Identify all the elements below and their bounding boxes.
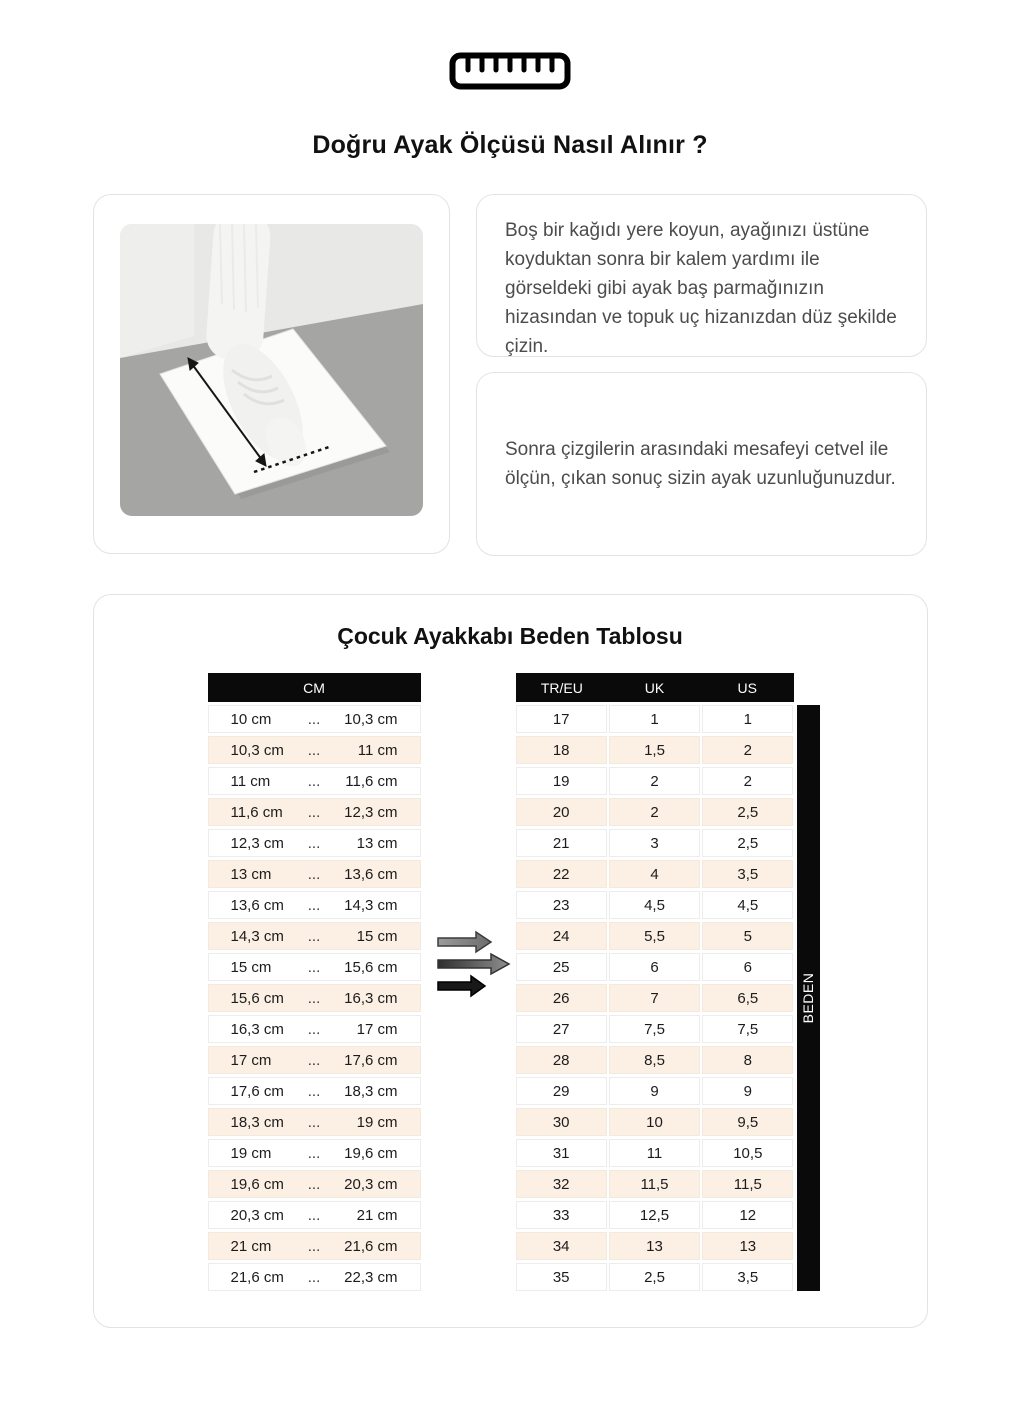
cm-range-row <box>208 860 421 888</box>
cm-from-value: 15,6 cm <box>230 989 284 1007</box>
cm-range-row <box>208 1108 421 1136</box>
cm-range-row <box>208 767 421 795</box>
section-title: Çocuk Ayakkabı Beden Tablosu <box>337 623 683 649</box>
cm-dots-value: ... <box>307 772 321 790</box>
size-cell-uk: 11 <box>609 1139 700 1167</box>
cm-from-value: 12,3 cm <box>230 834 284 852</box>
size-cell-treu: 18 <box>516 736 607 764</box>
cm-range-row <box>208 1139 421 1167</box>
wall-corner <box>120 224 194 358</box>
cm-from-value: 21 cm <box>230 1237 272 1255</box>
cm-from-value: 10 cm <box>230 710 272 728</box>
cm-to-value: 14,3 cm <box>344 896 398 914</box>
size-cell-uk: 2,5 <box>609 1263 700 1291</box>
size-row <box>516 1263 794 1291</box>
cm-range-row <box>208 1232 421 1260</box>
instruction-step-2 <box>476 372 927 556</box>
instruction-step-1 <box>476 194 927 357</box>
size-cell-uk: 2 <box>609 767 700 795</box>
size-cell-treu: 26 <box>516 984 607 1012</box>
cm-dots-value: ... <box>307 1206 321 1224</box>
cm-dots-value: ... <box>307 803 321 821</box>
size-cell-uk: 3 <box>609 829 700 857</box>
size-table-header-us: US <box>737 679 757 696</box>
size-row <box>516 1046 794 1074</box>
cm-from-value: 19 cm <box>230 1144 272 1162</box>
cm-dots-value: ... <box>307 1144 321 1162</box>
cm-range-row <box>208 1263 421 1291</box>
size-table-body <box>516 705 794 1291</box>
size-cell-uk: 13 <box>609 1232 700 1260</box>
size-cell-uk: 10 <box>609 1108 700 1136</box>
size-row <box>516 1201 794 1229</box>
cm-dots-value: ... <box>307 1237 321 1255</box>
cm-range-row <box>208 829 421 857</box>
cm-from-value: 18,3 cm <box>230 1113 284 1131</box>
instruction-step-1-text: Boş bir kağıdı yere koyun, ayağınızı üstüne koyduktan sonra bir kalem yardımı ile görseldeki gibi ayak baş parmağınızın hizasından ve topuk uç hizanızdan düz şekilde çizin. <box>505 220 897 357</box>
cm-from-value: 13,6 cm <box>230 896 284 914</box>
size-cell-treu: 17 <box>516 705 607 733</box>
size-row <box>516 1170 794 1198</box>
size-cell-us: 2,5 <box>702 829 793 857</box>
size-row <box>516 767 794 795</box>
instruction-cards <box>476 194 927 556</box>
size-table <box>516 673 794 1291</box>
cm-to-value: 11 cm <box>357 741 398 759</box>
cm-dots-value: ... <box>307 865 321 883</box>
size-row <box>516 860 794 888</box>
size-row <box>516 1077 794 1105</box>
size-cell-treu: 25 <box>516 953 607 981</box>
page-title: Doğru Ayak Ölçüsü Nasıl Alınır ? <box>312 131 708 159</box>
size-cell-us: 11,5 <box>702 1170 793 1198</box>
size-cell-uk: 6 <box>609 953 700 981</box>
cm-to-value: 13,6 cm <box>344 865 398 883</box>
cm-from-value: 14,3 cm <box>230 927 284 945</box>
foot-measurement-photo <box>120 224 423 516</box>
size-row <box>516 1108 794 1136</box>
size-cell-us: 9,5 <box>702 1108 793 1136</box>
cm-dots-value: ... <box>307 1113 321 1131</box>
cm-to-value: 13 cm <box>356 834 398 852</box>
size-cell-uk: 11,5 <box>609 1170 700 1198</box>
cm-dots-value: ... <box>307 834 321 852</box>
cm-table-body <box>208 705 421 1291</box>
size-cell-uk: 2 <box>609 798 700 826</box>
cm-to-value: 21 cm <box>356 1206 398 1224</box>
size-cell-treu: 31 <box>516 1139 607 1167</box>
cm-to-value: 16,3 cm <box>344 989 398 1007</box>
size-row <box>516 891 794 919</box>
size-cell-us: 3,5 <box>702 860 793 888</box>
size-cell-us: 7,5 <box>702 1015 793 1043</box>
cm-from-value: 11 cm <box>230 772 271 790</box>
cm-from-value: 17,6 cm <box>230 1082 284 1100</box>
beden-side-bar <box>797 705 820 1291</box>
size-table-header-treu: TR/EU <box>540 679 583 696</box>
cm-to-value: 12,3 cm <box>344 803 398 821</box>
cm-range-row <box>208 891 421 919</box>
size-cell-treu: 19 <box>516 767 607 795</box>
size-cell-treu: 34 <box>516 1232 607 1260</box>
size-row <box>516 798 794 826</box>
cm-to-value: 17 cm <box>356 1020 398 1038</box>
size-cell-treu: 30 <box>516 1108 607 1136</box>
transfer-arrows-icon <box>421 673 516 1291</box>
size-row <box>516 736 794 764</box>
size-cell-us: 10,5 <box>702 1139 793 1167</box>
size-cell-uk: 4,5 <box>609 891 700 919</box>
cm-range-row <box>208 1015 421 1043</box>
size-cell-treu: 32 <box>516 1170 607 1198</box>
size-table-header-uk: UK <box>644 679 665 696</box>
size-cell-treu: 21 <box>516 829 607 857</box>
foot-measurement-photo-card <box>93 194 450 554</box>
cm-range-row <box>208 1077 421 1105</box>
cm-range-row <box>208 922 421 950</box>
cm-table <box>208 673 421 1291</box>
size-row <box>516 705 794 733</box>
cm-from-value: 13 cm <box>230 865 272 883</box>
size-cell-uk: 1 <box>609 705 700 733</box>
size-cell-treu: 27 <box>516 1015 607 1043</box>
size-cell-us: 5 <box>702 922 793 950</box>
size-table-header <box>516 673 794 702</box>
size-cell-uk: 4 <box>609 860 700 888</box>
cm-from-value: 19,6 cm <box>230 1175 284 1193</box>
cm-dots-value: ... <box>307 710 321 728</box>
size-cell-us: 1 <box>702 705 793 733</box>
size-cell-treu: 24 <box>516 922 607 950</box>
cm-to-value: 19 cm <box>356 1113 398 1131</box>
size-cell-us: 2,5 <box>702 798 793 826</box>
cm-dots-value: ... <box>307 1268 321 1286</box>
size-table-section <box>93 594 928 1328</box>
cm-range-row <box>208 1046 421 1074</box>
cm-from-value: 10,3 cm <box>230 741 284 759</box>
size-cell-treu: 20 <box>516 798 607 826</box>
size-cell-us: 4,5 <box>702 891 793 919</box>
size-cell-us: 12 <box>702 1201 793 1229</box>
cm-dots-value: ... <box>307 927 321 945</box>
size-cell-us: 13 <box>702 1232 793 1260</box>
size-cell-us: 9 <box>702 1077 793 1105</box>
cm-to-value: 20,3 cm <box>344 1175 398 1193</box>
size-cell-treu: 35 <box>516 1263 607 1291</box>
cm-dots-value: ... <box>307 989 321 1007</box>
cm-to-value: 21,6 cm <box>344 1237 398 1255</box>
size-guide-page <box>0 52 1020 1328</box>
size-row <box>516 829 794 857</box>
size-cell-uk: 5,5 <box>609 922 700 950</box>
cm-to-value: 19,6 cm <box>344 1144 398 1162</box>
cm-range-row <box>208 705 421 733</box>
cm-to-value: 22,3 cm <box>344 1268 398 1286</box>
cm-to-value: 11,6 cm <box>345 772 398 790</box>
cm-from-value: 21,6 cm <box>230 1268 284 1286</box>
cm-to-value: 10,3 cm <box>344 710 398 728</box>
tables-wrap <box>94 673 927 1291</box>
cm-dots-value: ... <box>307 1175 321 1193</box>
size-cell-uk: 12,5 <box>609 1201 700 1229</box>
size-cell-us: 2 <box>702 767 793 795</box>
size-cell-us: 3,5 <box>702 1263 793 1291</box>
cm-dots-value: ... <box>307 896 321 914</box>
size-cell-uk: 7,5 <box>609 1015 700 1043</box>
instruction-step-2-text: Sonra çizgilerin arasındaki mesafeyi cetvel ile ölçün, çıkan sonuç sizin ayak uzunluğunuzdur. <box>505 439 896 489</box>
cm-range-row <box>208 1201 421 1229</box>
cm-to-value: 17,6 cm <box>344 1051 398 1069</box>
size-cell-treu: 29 <box>516 1077 607 1105</box>
ruler-icon <box>449 52 571 95</box>
cm-range-row <box>208 1170 421 1198</box>
cm-dots-value: ... <box>307 958 321 976</box>
size-row <box>516 1015 794 1043</box>
size-row <box>516 953 794 981</box>
beden-side-label: BEDEN <box>800 972 816 1024</box>
cm-to-value: 18,3 cm <box>344 1082 398 1100</box>
size-cell-us: 8 <box>702 1046 793 1074</box>
cm-from-value: 16,3 cm <box>230 1020 284 1038</box>
size-cell-treu: 23 <box>516 891 607 919</box>
cm-range-row <box>208 798 421 826</box>
cm-to-value: 15 cm <box>356 927 398 945</box>
size-row <box>516 922 794 950</box>
cm-to-value: 15,6 cm <box>344 958 398 976</box>
size-cell-treu: 28 <box>516 1046 607 1074</box>
size-cell-treu: 22 <box>516 860 607 888</box>
size-cell-uk: 8,5 <box>609 1046 700 1074</box>
cm-dots-value: ... <box>307 1051 321 1069</box>
size-row <box>516 1232 794 1260</box>
size-cell-us: 6,5 <box>702 984 793 1012</box>
cm-range-row <box>208 736 421 764</box>
cm-range-row <box>208 984 421 1012</box>
size-row <box>516 984 794 1012</box>
instructions-section <box>93 194 927 556</box>
size-cell-uk: 9 <box>609 1077 700 1105</box>
size-cell-uk: 1,5 <box>609 736 700 764</box>
size-cell-treu: 33 <box>516 1201 607 1229</box>
cm-dots-value: ... <box>307 741 321 759</box>
cm-dots-value: ... <box>307 1020 321 1038</box>
size-row <box>516 1139 794 1167</box>
cm-from-value: 11,6 cm <box>230 803 283 821</box>
size-cell-us: 6 <box>702 953 793 981</box>
cm-range-row <box>208 953 421 981</box>
cm-from-value: 15 cm <box>230 958 272 976</box>
cm-from-value: 20,3 cm <box>230 1206 284 1224</box>
size-cell-us: 2 <box>702 736 793 764</box>
cm-from-value: 17 cm <box>230 1051 272 1069</box>
size-cell-uk: 7 <box>609 984 700 1012</box>
cm-table-header: CM <box>208 673 421 702</box>
cm-dots-value: ... <box>307 1082 321 1100</box>
